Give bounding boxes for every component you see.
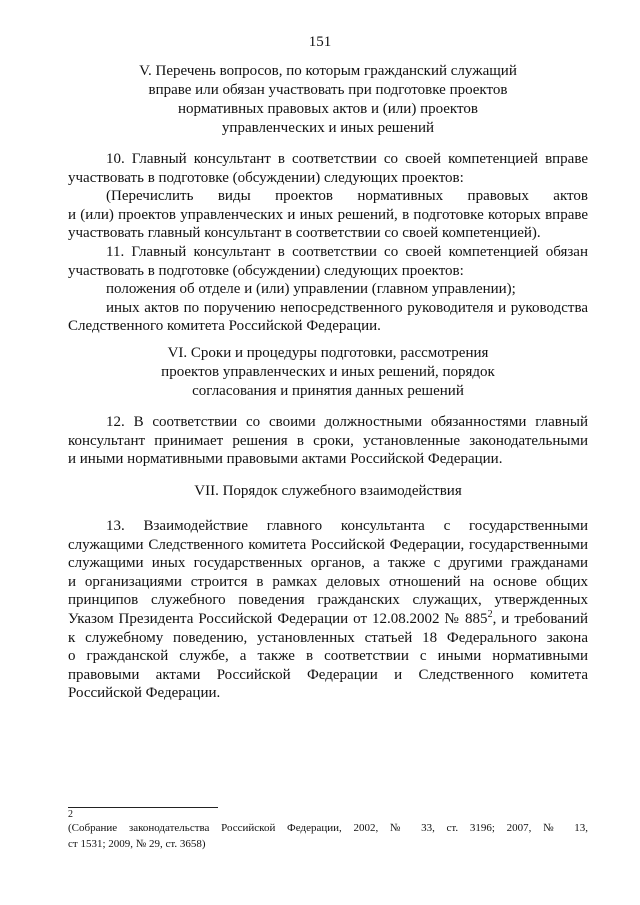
text-line: 13. Взаимодействие главного консультанта с государственными	[106, 518, 588, 534]
text-line: служащими иных государственных органов, а также с другими гражданами	[68, 555, 588, 572]
footnote-line: ст 1531; 2009, № 29, ст. 3658)	[68, 838, 206, 850]
section-6-heading	[68, 344, 588, 401]
text-line: правовыми актами Российской Федерации и Следственного комитета	[68, 666, 588, 683]
text-fragment: Указом Президента Российской Федерации от 12.08.2002 № 885	[68, 610, 488, 627]
text-line: и иными нормативными правовыми актами Российской Федерации.	[68, 451, 503, 468]
text-line: о гражданской службе, а также в соответствии с иными нормативными	[68, 648, 588, 665]
heading-line: V. Перечень вопросов, по которым гражданский служащий	[139, 63, 517, 79]
heading-line: VI. Сроки и процедуры подготовки, рассмотрения	[167, 345, 489, 361]
heading-line: управленческих и иных решений	[221, 120, 435, 136]
text-line: к служебному поведению, установленных статьей 18 Федерального закона	[68, 629, 588, 646]
footnote-mark: 2	[68, 809, 73, 820]
text-line: положения об отделе и (или) управлении (главном управлении);	[106, 281, 516, 298]
text-line: 12. В соответствии со своими должностными обязанностями главный	[106, 414, 588, 430]
footnote-reference[interactable]: 2	[487, 608, 493, 620]
paragraph-13	[68, 517, 588, 703]
text-fragment: , и требований	[492, 610, 588, 627]
text-line: консультант принимает решения в сроки, установленные законодательными	[68, 432, 588, 449]
text-line: 10. Главный консультант в соответствии со своей компетенцией вправе	[106, 151, 588, 167]
text-line-with-footnote-ref	[68, 610, 588, 629]
text-line: Российской Федерации.	[68, 685, 221, 702]
footnote-line: (Собрание законодательства Российской Федерации, 2002, № 33, ст. 3196; 2007, № 13,	[68, 822, 588, 834]
paragraph-12	[68, 413, 588, 469]
text-line: участвовать главный консультант в соответствии со своей компетенцией).	[68, 225, 541, 242]
text-line: (Перечислить виды проектов нормативных правовых актов	[106, 188, 588, 205]
text-line: 11. Главный консультант в соответствии со своей компетенцией обязан	[106, 244, 588, 260]
paragraph-10	[68, 150, 588, 243]
heading-line: согласования и принятия данных решений	[192, 383, 464, 399]
text-line: Следственного комитета Российской Федерации.	[68, 318, 381, 335]
text-line: принципов служебного поведения гражданских служащих, утвержденных	[68, 592, 588, 609]
text-line: служащими Следственного комитета Российской Федерации, государственными	[68, 536, 588, 553]
text-line: участвовать в подготовке (обсуждении) следующих проектов:	[68, 262, 464, 279]
heading-line: VII. Порядок служебного взаимодействия	[194, 483, 462, 499]
heading-line: проектов управленческих и иных решений, порядок	[161, 364, 495, 380]
paragraph-11	[68, 243, 588, 336]
text-line: и (или) проектов управленческих и иных решений, в подготовке которых вправе	[68, 206, 588, 223]
text-line: и организациями строится в рамках деловых отношений на основе общих	[68, 573, 588, 590]
section-5-heading	[68, 62, 588, 138]
heading-line: нормативных правовых актов и (или) проектов	[178, 101, 478, 117]
section-7-heading	[68, 482, 588, 501]
page-number: 151	[308, 34, 332, 50]
heading-line: вправе или обязан участвовать при подготовке проектов	[148, 82, 508, 98]
text-line: иных актов по поручению непосредственного руководителя и руководства	[106, 299, 588, 316]
footnote-divider	[68, 807, 218, 808]
text-line: участвовать в подготовке (обсуждении) следующих проектов:	[68, 169, 464, 186]
footnote	[68, 810, 588, 852]
